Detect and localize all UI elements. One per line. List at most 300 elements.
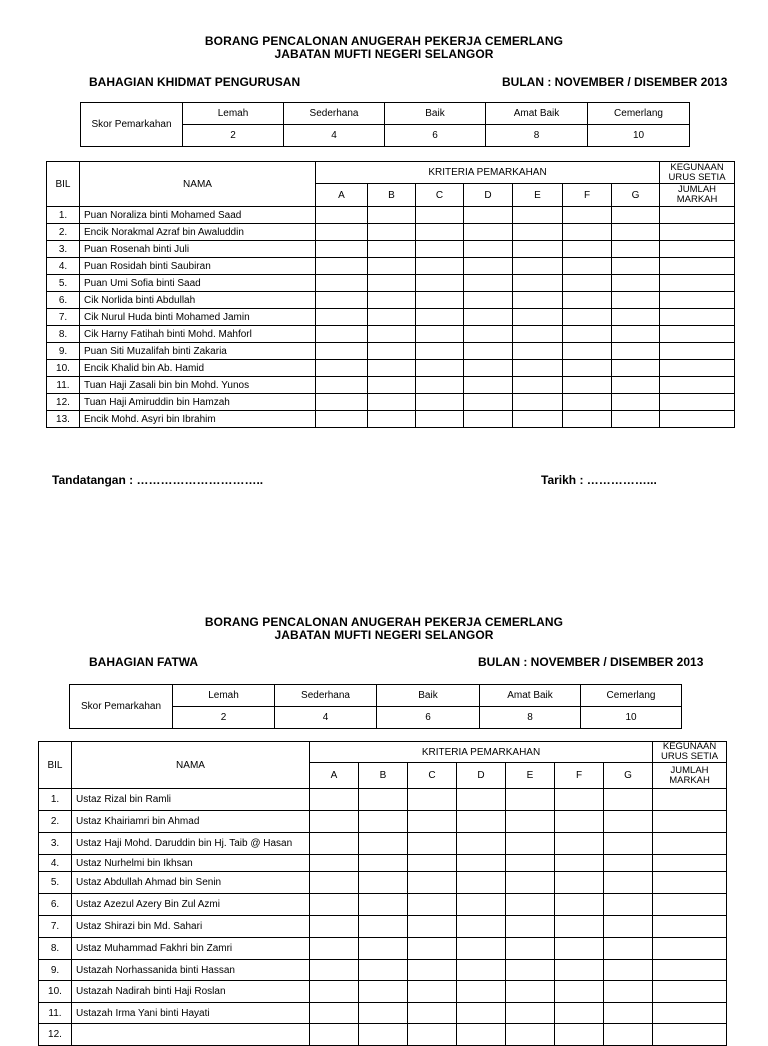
score-cell-e[interactable] <box>506 938 555 960</box>
score-cell-g[interactable] <box>612 207 660 224</box>
row-bil: 6. <box>47 292 80 309</box>
row-nama: Tuan Haji Zasali bin bin Mohd. Yunos <box>80 377 316 394</box>
score-level: Lemah <box>183 103 284 125</box>
score-cell-c[interactable] <box>416 258 464 275</box>
score-cell-a[interactable] <box>316 224 368 241</box>
score-cell-a[interactable] <box>310 938 359 960</box>
score-value: 10 <box>588 125 690 147</box>
score-cell-a[interactable] <box>316 241 368 258</box>
signature-line: Tandatangan : ………………………….. <box>52 473 264 487</box>
criteria-f: F <box>555 763 604 789</box>
score-cell-d[interactable] <box>457 1024 506 1046</box>
score-cell-f[interactable] <box>563 207 612 224</box>
score-cell-a[interactable] <box>316 309 368 326</box>
score-cell-b[interactable] <box>368 326 416 343</box>
score-cell-d[interactable] <box>464 394 513 411</box>
score-cell-a[interactable] <box>316 411 368 428</box>
score-cell-f[interactable] <box>563 411 612 428</box>
score-cell-a[interactable] <box>310 894 359 916</box>
total-cell[interactable] <box>660 360 735 377</box>
criteria-e: E <box>513 184 563 207</box>
score-cell-g[interactable] <box>604 872 653 894</box>
total-cell[interactable] <box>660 258 735 275</box>
score-cell-e[interactable] <box>513 224 563 241</box>
row-nama: Cik Harny Fatihah binti Mohd. Mahforl <box>80 326 316 343</box>
score-cell-a[interactable] <box>310 981 359 1003</box>
row-bil: 2. <box>47 224 80 241</box>
score-cell-c[interactable] <box>416 360 464 377</box>
score-cell-d[interactable] <box>464 241 513 258</box>
score-cell-f[interactable] <box>555 789 604 811</box>
score-value: 2 <box>173 707 275 729</box>
criteria-f: F <box>563 184 612 207</box>
score-cell-e[interactable] <box>513 326 563 343</box>
score-cell-e[interactable] <box>506 981 555 1003</box>
total-cell[interactable] <box>660 343 735 360</box>
row-nama: Ustaz Haji Mohd. Daruddin bin Hj. Taib @ Hasan <box>72 833 310 855</box>
row-bil: 7. <box>47 309 80 326</box>
row-bil: 1. <box>39 789 72 811</box>
score-cell-f[interactable] <box>555 855 604 872</box>
table-row <box>39 872 727 894</box>
table-row <box>47 394 735 411</box>
score-value: 4 <box>284 125 385 147</box>
score-cell-c[interactable] <box>408 811 457 833</box>
total-cell[interactable] <box>660 394 735 411</box>
total-cell[interactable] <box>660 224 735 241</box>
score-cell-d[interactable] <box>457 960 506 981</box>
score-cell-g[interactable] <box>604 981 653 1003</box>
row-bil: 8. <box>47 326 80 343</box>
total-cell[interactable] <box>653 872 727 894</box>
score-cell-g[interactable] <box>612 292 660 309</box>
score-cell-b[interactable] <box>359 894 408 916</box>
score-cell-a[interactable] <box>316 258 368 275</box>
score-cell-b[interactable] <box>359 981 408 1003</box>
score-cell-b[interactable] <box>368 411 416 428</box>
score-cell-a[interactable] <box>310 872 359 894</box>
score-cell-d[interactable] <box>464 207 513 224</box>
table-row <box>39 894 727 916</box>
score-label: Skor Pemarkahan <box>81 103 183 147</box>
score-value: 6 <box>377 707 480 729</box>
score-cell-d[interactable] <box>457 916 506 938</box>
score-cell-c[interactable] <box>416 411 464 428</box>
score-cell-d[interactable] <box>457 981 506 1003</box>
nomination-table <box>38 741 727 1046</box>
score-cell-f[interactable] <box>555 916 604 938</box>
row-bil: 7. <box>39 916 72 938</box>
score-cell-c[interactable] <box>416 394 464 411</box>
score-cell-d[interactable] <box>464 275 513 292</box>
score-cell-g[interactable] <box>604 855 653 872</box>
total-cell[interactable] <box>660 241 735 258</box>
header-jumlah: JUMLAH MARKAH <box>653 763 727 789</box>
score-cell-g[interactable] <box>604 916 653 938</box>
score-level: Lemah <box>173 685 275 707</box>
total-cell[interactable] <box>653 789 727 811</box>
score-cell-c[interactable] <box>408 833 457 855</box>
row-nama: Ustazah Nadirah binti Haji Roslan <box>72 981 310 1003</box>
total-cell[interactable] <box>653 981 727 1003</box>
table-row <box>47 241 735 258</box>
nomination-table <box>46 161 735 428</box>
row-nama: Ustaz Muhammad Fakhri bin Zamri <box>72 938 310 960</box>
score-cell-e[interactable] <box>506 1024 555 1046</box>
header-kriteria: KRITERIA PEMARKAHAN <box>316 162 660 184</box>
row-bil: 5. <box>47 275 80 292</box>
score-cell-b[interactable] <box>359 811 408 833</box>
score-cell-e[interactable] <box>513 377 563 394</box>
score-cell-g[interactable] <box>612 394 660 411</box>
score-cell-b[interactable] <box>359 960 408 981</box>
score-cell-a[interactable] <box>316 360 368 377</box>
total-cell[interactable] <box>660 207 735 224</box>
row-nama: Puan Siti Muzalifah binti Zakaria <box>80 343 316 360</box>
score-cell-a[interactable] <box>310 960 359 981</box>
score-cell-g[interactable] <box>612 326 660 343</box>
score-cell-d[interactable] <box>457 872 506 894</box>
score-cell-c[interactable] <box>408 894 457 916</box>
total-cell[interactable] <box>653 894 727 916</box>
score-cell-d[interactable] <box>464 309 513 326</box>
header-nama: NAMA <box>72 742 310 789</box>
table-row <box>39 916 727 938</box>
row-nama: Encik Norakmal Azraf bin Awaluddin <box>80 224 316 241</box>
total-cell[interactable] <box>653 1003 727 1024</box>
score-cell-g[interactable] <box>612 309 660 326</box>
score-cell-e[interactable] <box>506 894 555 916</box>
criteria-a: A <box>316 184 368 207</box>
score-cell-e[interactable] <box>513 292 563 309</box>
month-label: BULAN : NOVEMBER / DISEMBER 2013 <box>502 75 728 89</box>
score-value: 4 <box>275 707 377 729</box>
header-kegunaan: KEGUNAAN URUS SETIA <box>660 162 735 184</box>
score-cell-f[interactable] <box>555 833 604 855</box>
score-cell-f[interactable] <box>555 938 604 960</box>
score-cell-b[interactable] <box>368 377 416 394</box>
score-cell-b[interactable] <box>359 855 408 872</box>
score-cell-b[interactable] <box>368 275 416 292</box>
score-cell-c[interactable] <box>416 343 464 360</box>
row-nama: Ustaz Rizal bin Ramli <box>72 789 310 811</box>
score-cell-f[interactable] <box>555 981 604 1003</box>
month-label: BULAN : NOVEMBER / DISEMBER 2013 <box>478 655 704 669</box>
score-cell-e[interactable] <box>513 207 563 224</box>
score-label: Skor Pemarkahan <box>70 685 173 729</box>
score-cell-a[interactable] <box>310 789 359 811</box>
score-cell-c[interactable] <box>408 789 457 811</box>
score-cell-b[interactable] <box>359 1003 408 1024</box>
score-cell-a[interactable] <box>310 1003 359 1024</box>
score-cell-c[interactable] <box>416 377 464 394</box>
score-cell-f[interactable] <box>555 872 604 894</box>
row-bil: 3. <box>39 833 72 855</box>
score-cell-d[interactable] <box>464 326 513 343</box>
header-kegunaan: KEGUNAAN URUS SETIA <box>653 742 727 763</box>
total-cell[interactable] <box>653 855 727 872</box>
score-cell-d[interactable] <box>464 258 513 275</box>
criteria-b: B <box>368 184 416 207</box>
row-bil: 3. <box>47 241 80 258</box>
score-cell-c[interactable] <box>408 1024 457 1046</box>
criteria-b: B <box>359 763 408 789</box>
score-cell-g[interactable] <box>604 894 653 916</box>
score-cell-g[interactable] <box>612 360 660 377</box>
score-cell-d[interactable] <box>464 292 513 309</box>
score-cell-f[interactable] <box>563 343 612 360</box>
date-line: Tarikh : ……………... <box>541 473 657 487</box>
score-cell-c[interactable] <box>408 872 457 894</box>
score-value: 10 <box>581 707 682 729</box>
score-cell-e[interactable] <box>513 360 563 377</box>
score-cell-f[interactable] <box>555 960 604 981</box>
score-cell-e[interactable] <box>506 872 555 894</box>
score-cell-d[interactable] <box>464 224 513 241</box>
score-cell-f[interactable] <box>563 377 612 394</box>
score-cell-d[interactable] <box>457 811 506 833</box>
score-cell-e[interactable] <box>506 916 555 938</box>
score-cell-e[interactable] <box>513 343 563 360</box>
score-cell-f[interactable] <box>563 360 612 377</box>
score-cell-a[interactable] <box>316 394 368 411</box>
table-row <box>47 275 735 292</box>
score-cell-g[interactable] <box>612 224 660 241</box>
row-bil: 13. <box>47 411 80 428</box>
header-kriteria: KRITERIA PEMARKAHAN <box>310 742 653 763</box>
total-cell[interactable] <box>653 833 727 855</box>
score-cell-e[interactable] <box>506 855 555 872</box>
score-cell-b[interactable] <box>368 241 416 258</box>
score-cell-c[interactable] <box>408 938 457 960</box>
score-cell-d[interactable] <box>464 411 513 428</box>
score-cell-d[interactable] <box>457 938 506 960</box>
total-cell[interactable] <box>660 275 735 292</box>
score-cell-c[interactable] <box>416 326 464 343</box>
score-cell-e[interactable] <box>506 1003 555 1024</box>
score-cell-g[interactable] <box>604 938 653 960</box>
table-row <box>47 360 735 377</box>
score-cell-e[interactable] <box>506 789 555 811</box>
row-nama: Cik Nurul Huda binti Mohamed Jamin <box>80 309 316 326</box>
score-cell-e[interactable] <box>513 275 563 292</box>
score-cell-b[interactable] <box>359 789 408 811</box>
score-cell-f[interactable] <box>563 292 612 309</box>
row-nama: Puan Rosenah binti Juli <box>80 241 316 258</box>
score-level: Amat Baik <box>486 103 588 125</box>
score-cell-b[interactable] <box>368 360 416 377</box>
table-row <box>47 411 735 428</box>
score-cell-g[interactable] <box>604 1024 653 1046</box>
form-title-line2: JABATAN MUFTI NEGERI SELANGOR <box>274 47 494 61</box>
row-bil: 10. <box>39 981 72 1003</box>
score-cell-f[interactable] <box>563 326 612 343</box>
score-cell-b[interactable] <box>359 938 408 960</box>
score-cell-a[interactable] <box>316 292 368 309</box>
score-cell-b[interactable] <box>368 207 416 224</box>
table-row <box>39 811 727 833</box>
score-cell-f[interactable] <box>563 275 612 292</box>
table-row <box>39 960 727 981</box>
score-level: Sederhana <box>284 103 385 125</box>
row-nama: Ustazah Irma Yani binti Hayati <box>72 1003 310 1024</box>
score-level: Sederhana <box>275 685 377 707</box>
score-cell-c[interactable] <box>408 916 457 938</box>
score-cell-e[interactable] <box>513 394 563 411</box>
total-cell[interactable] <box>660 377 735 394</box>
score-cell-a[interactable] <box>310 1024 359 1046</box>
score-cell-c[interactable] <box>416 309 464 326</box>
score-cell-d[interactable] <box>457 1003 506 1024</box>
score-cell-f[interactable] <box>563 394 612 411</box>
row-bil: 12. <box>47 394 80 411</box>
score-cell-a[interactable] <box>316 326 368 343</box>
score-value: 8 <box>480 707 581 729</box>
score-cell-d[interactable] <box>457 833 506 855</box>
score-cell-b[interactable] <box>359 872 408 894</box>
score-cell-g[interactable] <box>604 1003 653 1024</box>
score-cell-a[interactable] <box>310 811 359 833</box>
score-cell-g[interactable] <box>604 789 653 811</box>
total-cell[interactable] <box>653 916 727 938</box>
row-nama <box>72 1024 310 1046</box>
score-cell-c[interactable] <box>416 207 464 224</box>
total-cell[interactable] <box>660 309 735 326</box>
score-cell-f[interactable] <box>563 224 612 241</box>
score-cell-f[interactable] <box>555 1003 604 1024</box>
score-cell-e[interactable] <box>506 833 555 855</box>
row-bil: 9. <box>39 960 72 981</box>
total-cell[interactable] <box>653 811 727 833</box>
table-row <box>47 258 735 275</box>
score-cell-b[interactable] <box>368 309 416 326</box>
table-row <box>39 981 727 1003</box>
total-cell[interactable] <box>653 1024 727 1046</box>
score-cell-b[interactable] <box>359 1024 408 1046</box>
row-bil: 4. <box>39 855 72 872</box>
score-cell-e[interactable] <box>513 258 563 275</box>
score-cell-g[interactable] <box>612 275 660 292</box>
criteria-a: A <box>310 763 359 789</box>
score-table <box>69 684 682 729</box>
score-cell-a[interactable] <box>316 343 368 360</box>
score-cell-b[interactable] <box>368 292 416 309</box>
score-cell-b[interactable] <box>359 833 408 855</box>
section-name: BAHAGIAN KHIDMAT PENGURUSAN <box>89 75 301 89</box>
row-bil: 6. <box>39 894 72 916</box>
score-cell-e[interactable] <box>513 241 563 258</box>
score-cell-a[interactable] <box>310 833 359 855</box>
table-row <box>39 1003 727 1024</box>
score-value: 2 <box>183 125 284 147</box>
score-cell-c[interactable] <box>408 960 457 981</box>
criteria-e: E <box>506 763 555 789</box>
score-value: 8 <box>486 125 588 147</box>
score-cell-e[interactable] <box>513 309 563 326</box>
score-cell-g[interactable] <box>612 377 660 394</box>
score-cell-d[interactable] <box>457 855 506 872</box>
row-bil: 12. <box>39 1024 72 1046</box>
score-cell-g[interactable] <box>612 411 660 428</box>
score-cell-c[interactable] <box>416 241 464 258</box>
row-nama: Ustaz Khairiamri bin Ahmad <box>72 811 310 833</box>
header-bil: BIL <box>47 162 80 207</box>
table-row <box>39 833 727 855</box>
score-cell-d[interactable] <box>464 360 513 377</box>
row-bil: 9. <box>47 343 80 360</box>
total-cell[interactable] <box>660 411 735 428</box>
score-cell-c[interactable] <box>416 224 464 241</box>
score-cell-a[interactable] <box>310 855 359 872</box>
score-cell-g[interactable] <box>604 960 653 981</box>
header-jumlah: JUMLAH MARKAH <box>660 184 735 207</box>
score-cell-g[interactable] <box>612 343 660 360</box>
score-cell-f[interactable] <box>563 241 612 258</box>
criteria-g: G <box>604 763 653 789</box>
score-cell-e[interactable] <box>506 811 555 833</box>
score-cell-g[interactable] <box>604 811 653 833</box>
score-cell-a[interactable] <box>316 207 368 224</box>
table-row <box>47 207 735 224</box>
score-cell-a[interactable] <box>310 916 359 938</box>
score-cell-f[interactable] <box>555 1024 604 1046</box>
score-cell-g[interactable] <box>612 258 660 275</box>
score-cell-d[interactable] <box>464 377 513 394</box>
score-cell-a[interactable] <box>316 377 368 394</box>
score-cell-a[interactable] <box>316 275 368 292</box>
score-cell-b[interactable] <box>368 224 416 241</box>
score-cell-b[interactable] <box>368 258 416 275</box>
total-cell[interactable] <box>660 326 735 343</box>
score-cell-d[interactable] <box>457 789 506 811</box>
score-cell-d[interactable] <box>457 894 506 916</box>
score-cell-d[interactable] <box>464 343 513 360</box>
table-row <box>39 855 727 872</box>
row-bil: 1. <box>47 207 80 224</box>
score-cell-c[interactable] <box>408 855 457 872</box>
score-cell-f[interactable] <box>555 894 604 916</box>
row-nama: Encik Khalid bin Ab. Hamid <box>80 360 316 377</box>
score-cell-c[interactable] <box>416 292 464 309</box>
table-row <box>39 938 727 960</box>
table-row <box>47 326 735 343</box>
score-cell-c[interactable] <box>408 981 457 1003</box>
total-cell[interactable] <box>653 938 727 960</box>
score-cell-f[interactable] <box>563 258 612 275</box>
score-cell-g[interactable] <box>604 833 653 855</box>
score-cell-b[interactable] <box>368 394 416 411</box>
score-cell-b[interactable] <box>368 343 416 360</box>
criteria-c: C <box>416 184 464 207</box>
score-cell-f[interactable] <box>555 811 604 833</box>
score-cell-c[interactable] <box>416 275 464 292</box>
table-row <box>47 343 735 360</box>
total-cell[interactable] <box>660 292 735 309</box>
score-cell-g[interactable] <box>612 241 660 258</box>
total-cell[interactable] <box>653 960 727 981</box>
score-cell-e[interactable] <box>506 960 555 981</box>
row-nama: Tuan Haji Amiruddin bin Hamzah <box>80 394 316 411</box>
score-cell-c[interactable] <box>408 1003 457 1024</box>
score-table <box>80 102 690 147</box>
score-cell-b[interactable] <box>359 916 408 938</box>
score-cell-e[interactable] <box>513 411 563 428</box>
table-row <box>39 1024 727 1046</box>
score-cell-f[interactable] <box>563 309 612 326</box>
table-row <box>39 789 727 811</box>
criteria-g: G <box>612 184 660 207</box>
form-title-line1: BORANG PENCALONAN ANUGERAH PEKERJA CEMERLANG <box>204 615 564 629</box>
